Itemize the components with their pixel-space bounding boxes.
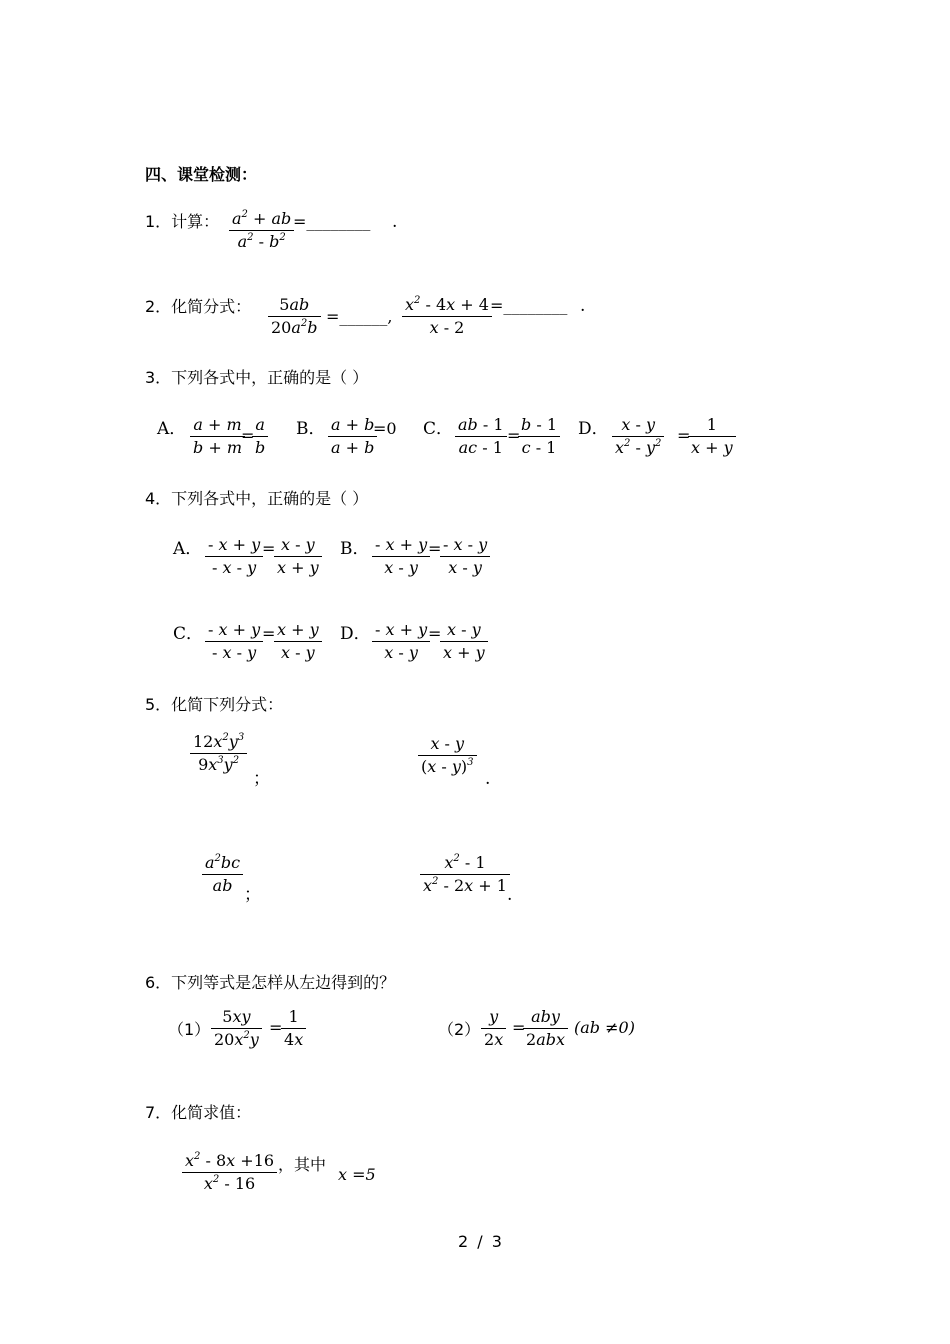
page-separator: / [477,1232,483,1251]
q4-d-right: $\frac{x - y}{x + y}$ [440,619,488,664]
q6-2-left: $\frac{y}{2x}$ [481,1006,506,1051]
q6-1-left: $\frac{5xy}{20x^2y}$ [211,1006,262,1051]
page-total: 3 [491,1232,502,1251]
section-title: 四、课堂检测： [145,165,258,184]
q4-b-left: $\frac{- x + y}{x - y}$ [372,534,430,579]
q3-b-eq: =0 [373,419,397,438]
q3-a-left: $\frac{a + m}{b + m}$ [190,414,245,459]
question-1-label: 1．计算： [145,212,220,231]
q5-fraction-4: $\frac{x^2 - 1}{x^2 - 2x + 1}$ [420,852,510,897]
page-number [458,1232,502,1251]
q1-fraction: $\frac{a^2 + ab}{a^2 - b^2}$ [229,208,294,253]
q3-option-b[interactable]: B． [296,419,326,439]
q3-c-right: $\frac{b - 1}{c - 1}$ [518,414,560,459]
q6-part-2: （2） [438,1020,481,1039]
q6-part-1: （1） [168,1020,211,1039]
q6-1-right: $\frac{1}{4x}$ [281,1006,306,1051]
q7-fraction: $\frac{x^2 - 8x +16}{x^2 - 16}$ [182,1150,277,1195]
q3-d-left: $\frac{x - y}{x^2 - y^2}$ [612,414,664,459]
q3-a-right: $\frac{a}{b}$ [252,414,268,459]
question-5-label: 5．化简下列分式： [145,695,284,714]
q3-d-eq: = [677,426,691,445]
question-7-label: 7．化简求值： [145,1103,252,1122]
q5-fraction-2: $\frac{x - y}{(x - y)^3}$ [418,733,477,778]
q3-c-eq: = [507,426,521,445]
q2-fraction-2: $\frac{x^2 - 4x + 4}{x - 2}$ [402,294,492,339]
question-6-label: 6．下列等式是怎样从左边得到的？ [145,973,396,992]
q4-d-eq: = [428,624,442,643]
q3-c-left: $\frac{ab - 1}{ac - 1}$ [455,414,507,459]
q4-option-d[interactable]: D． [340,624,371,644]
q4-c-right: $\frac{x + y}{x - y}$ [274,619,322,664]
page-current: 2 [458,1232,469,1251]
q2-answer-blank-2[interactable]: =________ [490,296,568,315]
q4-b-right: $\frac{- x - y}{x - y}$ [440,534,490,579]
q4-option-b[interactable]: B． [340,539,370,559]
q4-a-right: $\frac{x - y}{x + y}$ [274,534,322,579]
question-2-label: 2．化简分式： [145,297,252,316]
q7-condition: x =5 [338,1165,376,1184]
q6-2-eq: = [512,1018,526,1037]
q3-d-right: $\frac{1}{x + y}$ [688,414,736,459]
q3-a-eq: = [241,426,255,445]
q5-fraction-3: $\frac{a^2bc}{ab}$ [202,852,243,897]
q2-tail: . [580,296,586,316]
question-3-label: 3．下列各式中，正确的是（ ） [145,368,369,387]
q5-fraction-1: $\frac{12x^2y^3}{9x^3y^2}$ [190,731,247,776]
q6-condition: (ab ≠0) [574,1018,635,1037]
q4-a-left: $\frac{- x + y}{- x - y}$ [205,534,263,579]
q5-sep-2: . [485,769,491,789]
q5-sep-4: . [507,885,513,905]
q6-1-eq: = [269,1018,283,1037]
q3-b-left: $\frac{a + b}{a + b}$ [328,414,377,459]
q4-d-left: $\frac{- x + y}{x - y}$ [372,619,430,664]
q2-fraction-1: $\frac{5ab}{20a^2b}$ [268,294,321,339]
q3-option-a[interactable]: A． [157,419,187,439]
q4-c-left: $\frac{- x + y}{- x - y}$ [205,619,263,664]
q6-2-right: aby 2abx [523,1006,568,1051]
q1-answer-blank[interactable]: =________ [293,212,371,231]
q5-sep-1: ； [253,769,270,789]
q4-a-eq: = [262,539,276,558]
q7-where: ，其中 [278,1155,327,1174]
q4-option-a[interactable]: A． [173,539,203,559]
q4-b-eq: = [428,539,442,558]
q4-c-eq: = [262,624,276,643]
question-4-label: 4．下列各式中，正确的是（ ） [145,489,369,508]
q3-option-c[interactable]: C． [423,419,454,439]
q1-tail: . [392,212,398,232]
q4-option-c[interactable]: C． [173,624,204,644]
q5-sep-3: ； [244,885,261,905]
q3-option-d[interactable]: D． [578,419,609,439]
q2-answer-blank-1[interactable]: =______, [326,307,393,326]
